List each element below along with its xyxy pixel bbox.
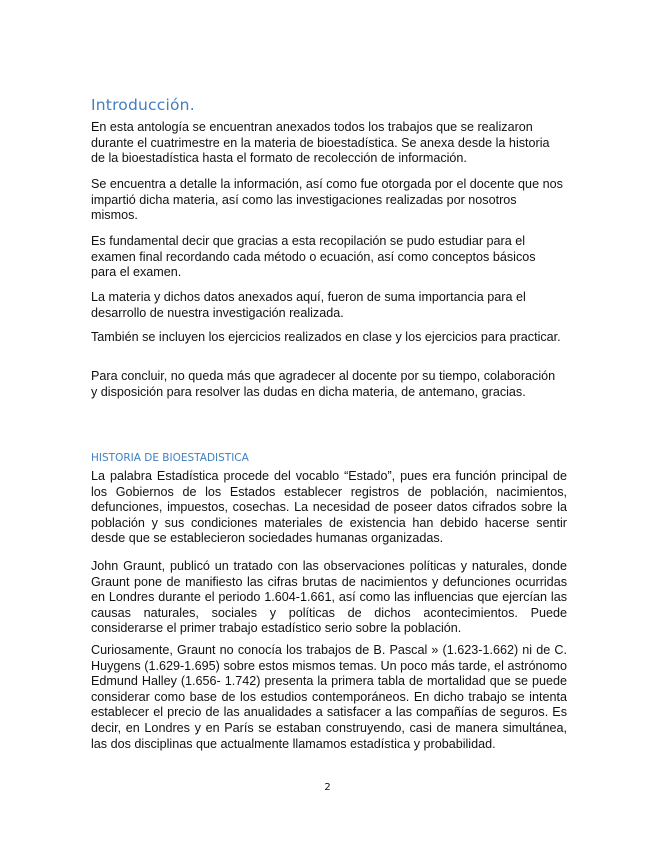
intro-paragraph-5: También se incluyen los ejercicios realizados en clase y los ejercicios para practicar. [91, 330, 561, 344]
page-number: 2 [324, 782, 331, 793]
intro-paragraph-2: Se encuentra a detalle la información, así como fue otorgada por el docente que nos impartió dicha materia, así como las investigaciones realizadas por nosotros mismos. [91, 177, 563, 223]
history-paragraph-2: John Graunt, publicó un tratado con las observaciones políticas y naturales, donde Graunt pone de manifiesto las cifras brutas de nacimientos y defunciones ocurridas en Londres durante el periodo 1.604-1.661, así como las influencias que ejercían las causas naturales, sociales y políticas de dichos acontecimientos. Puede considerarse el primer trabajo estadístico serio sobre la población. [91, 559, 567, 636]
intro-paragraph-3: Es fundamental decir que gracias a esta recopilación se pudo estudiar para el examen final recordando cada método o ecuación, así como conceptos básicos para el examen. [91, 234, 536, 280]
history-paragraph-1: La palabra Estadística procede del vocablo “Estado”, pues era función principal de los Gobiernos de los Estados establecer registros de población, nacimientos, defunciones, impuestos, cosechas. La necesidad de poseer datos cifrados sobre la población y sus condiciones materiales de existencia han debido hacerse sentir desde que se establecieron sociedades humanas organizadas. [91, 469, 567, 546]
intro-paragraph-6: Para concluir, no queda más que agradecer al docente por su tiempo, colaboración y disposición para resolver las dudas en dicha materia, de antemano, gracias. [91, 369, 556, 399]
intro-heading: Introducción. [91, 96, 195, 114]
history-heading: HISTORIA DE BIOESTADISTICA [91, 452, 249, 464]
history-paragraph-3: Curiosamente, Graunt no conocía los trabajos de B. Pascal » (1.623-1.662) ni de C. Huygens (1.629-1.695) sobre estos mismos temas. Un poco más tarde, el astrónomo Edmund Halley (1.656- 1.742) presenta la primera tabla de mortalidad que se puede considerar como base de los estudios contemporáneos. En dicho trabajo se intenta establecer el precio de las anualidades a satisfacer a las compañías de seguros. Es decir, en Londres y en París se estaban construyendo, casi de manera simultánea, las dos disciplinas que actualmente llamamos estadística y probabilidad. [91, 643, 567, 751]
intro-paragraph-4: La materia y dichos datos anexados aquí, fueron de suma importancia para el desarrollo de nuestra investigación realizada. [91, 290, 526, 320]
intro-paragraph-1: En esta antología se encuentran anexados todos los trabajos que se realizaron durante el cuatrimestre en la materia de bioestadística. Se anexa desde la historia de la bioestadística hasta el formato de recolección de información. [91, 120, 550, 166]
